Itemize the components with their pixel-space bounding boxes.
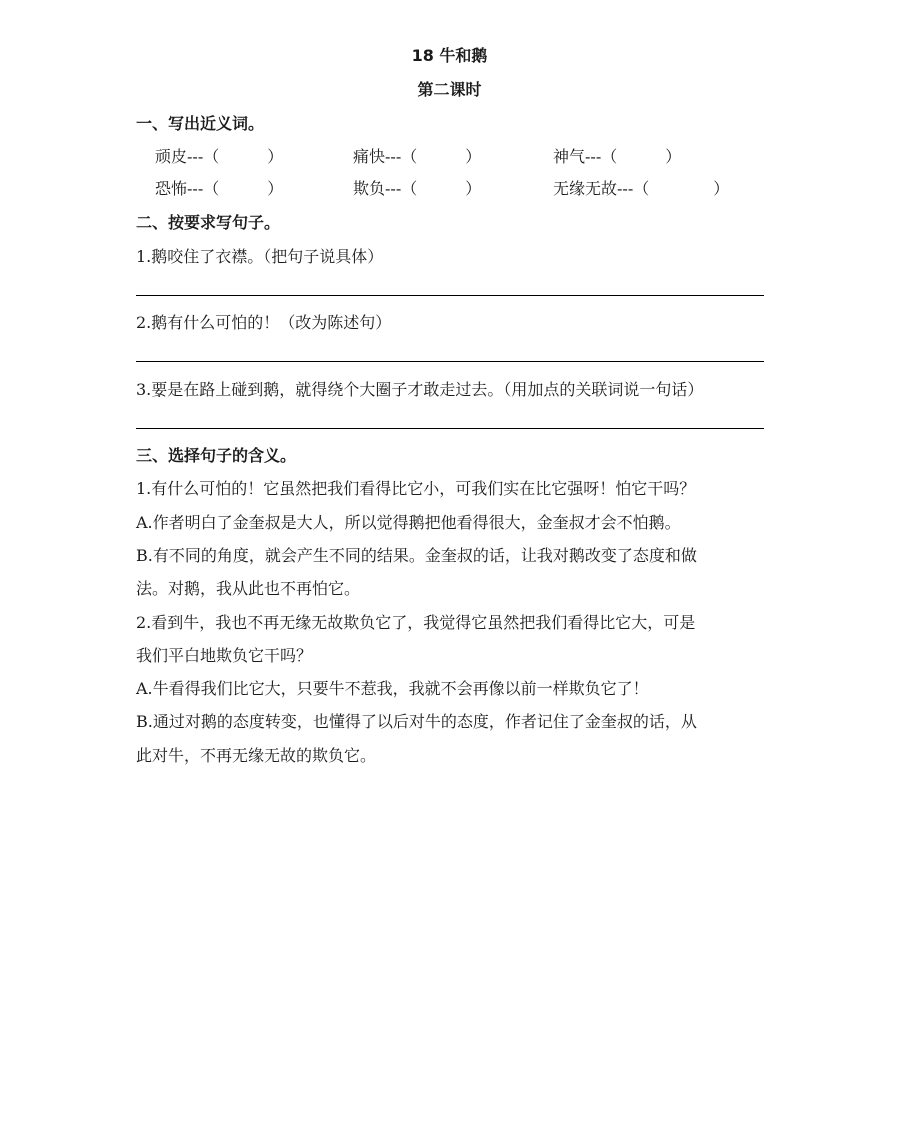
- answer-line[interactable]: [136, 295, 764, 296]
- option-line: 法。对鹅，我从此也不再怕它。: [136, 579, 361, 598]
- question-3-part: 得绕个大圈子才敢走过去。（用加点的关联词说一句话）: [311, 380, 704, 399]
- page-title: 18 牛和鹅: [411, 46, 488, 65]
- question-3-part: 3.: [136, 380, 152, 399]
- option-line: B.通过对鹅的态度转变，也懂得了以后对牛的态度，作者记住了金奎叔的话，从: [136, 712, 697, 731]
- answer-line[interactable]: [136, 361, 764, 362]
- synonym-item: 恐怖---（ ）: [155, 179, 284, 198]
- section3-heading: 三、选择句子的含义。: [136, 446, 297, 465]
- emphasis-dot-word: 要: [151, 380, 168, 399]
- text-line: 1.有什么可怕的！它虽然把我们看得比它小，可我们实在比它强呀！怕它干吗？: [136, 479, 696, 498]
- question-2: 2.鹅有什么可怕的！（改为陈述句）: [136, 313, 392, 332]
- section2-heading: 二、按要求写句子。: [136, 213, 281, 232]
- section1-heading: 一、写出近义词。: [136, 114, 265, 133]
- synonym-item: 欺负---（ ）: [353, 179, 482, 198]
- page-subtitle: 第二课时: [417, 80, 482, 99]
- synonym-item: 痛快---（ ）: [353, 147, 482, 166]
- answer-line[interactable]: [136, 428, 764, 429]
- emphasis-dot-word: 就: [295, 380, 312, 399]
- synonym-item: 神气---（ ）: [553, 147, 682, 166]
- option-line: A.牛看得我们比它大，只要牛不惹我，我就不会再像以前一样欺负它了！: [136, 679, 649, 698]
- question-3-part: 是在路上碰到鹅，: [167, 380, 296, 399]
- option-line: 此对牛，不再无缘无故的欺负它。: [136, 746, 377, 765]
- text-line: 我们平白地欺负它干吗？: [136, 646, 313, 665]
- option-line: B.有不同的角度，就会产生不同的结果。金奎叔的话，让我对鹅改变了态度和做: [136, 546, 697, 565]
- option-line: A.作者明白了金奎叔是大人，所以觉得鹅把他看得很大，金奎叔才会不怕鹅。: [136, 513, 681, 532]
- synonym-item: 无缘无故---（ ）: [553, 179, 730, 198]
- question-1: 1.鹅咬住了衣襟。（把句子说具体）: [136, 247, 384, 266]
- synonym-item: 顽皮---（ ）: [155, 147, 284, 166]
- question-3: [136, 377, 703, 400]
- text-line: 2.看到牛，我也不再无缘无故欺负它了，我觉得它虽然把我们看得比它大，可是: [136, 613, 696, 632]
